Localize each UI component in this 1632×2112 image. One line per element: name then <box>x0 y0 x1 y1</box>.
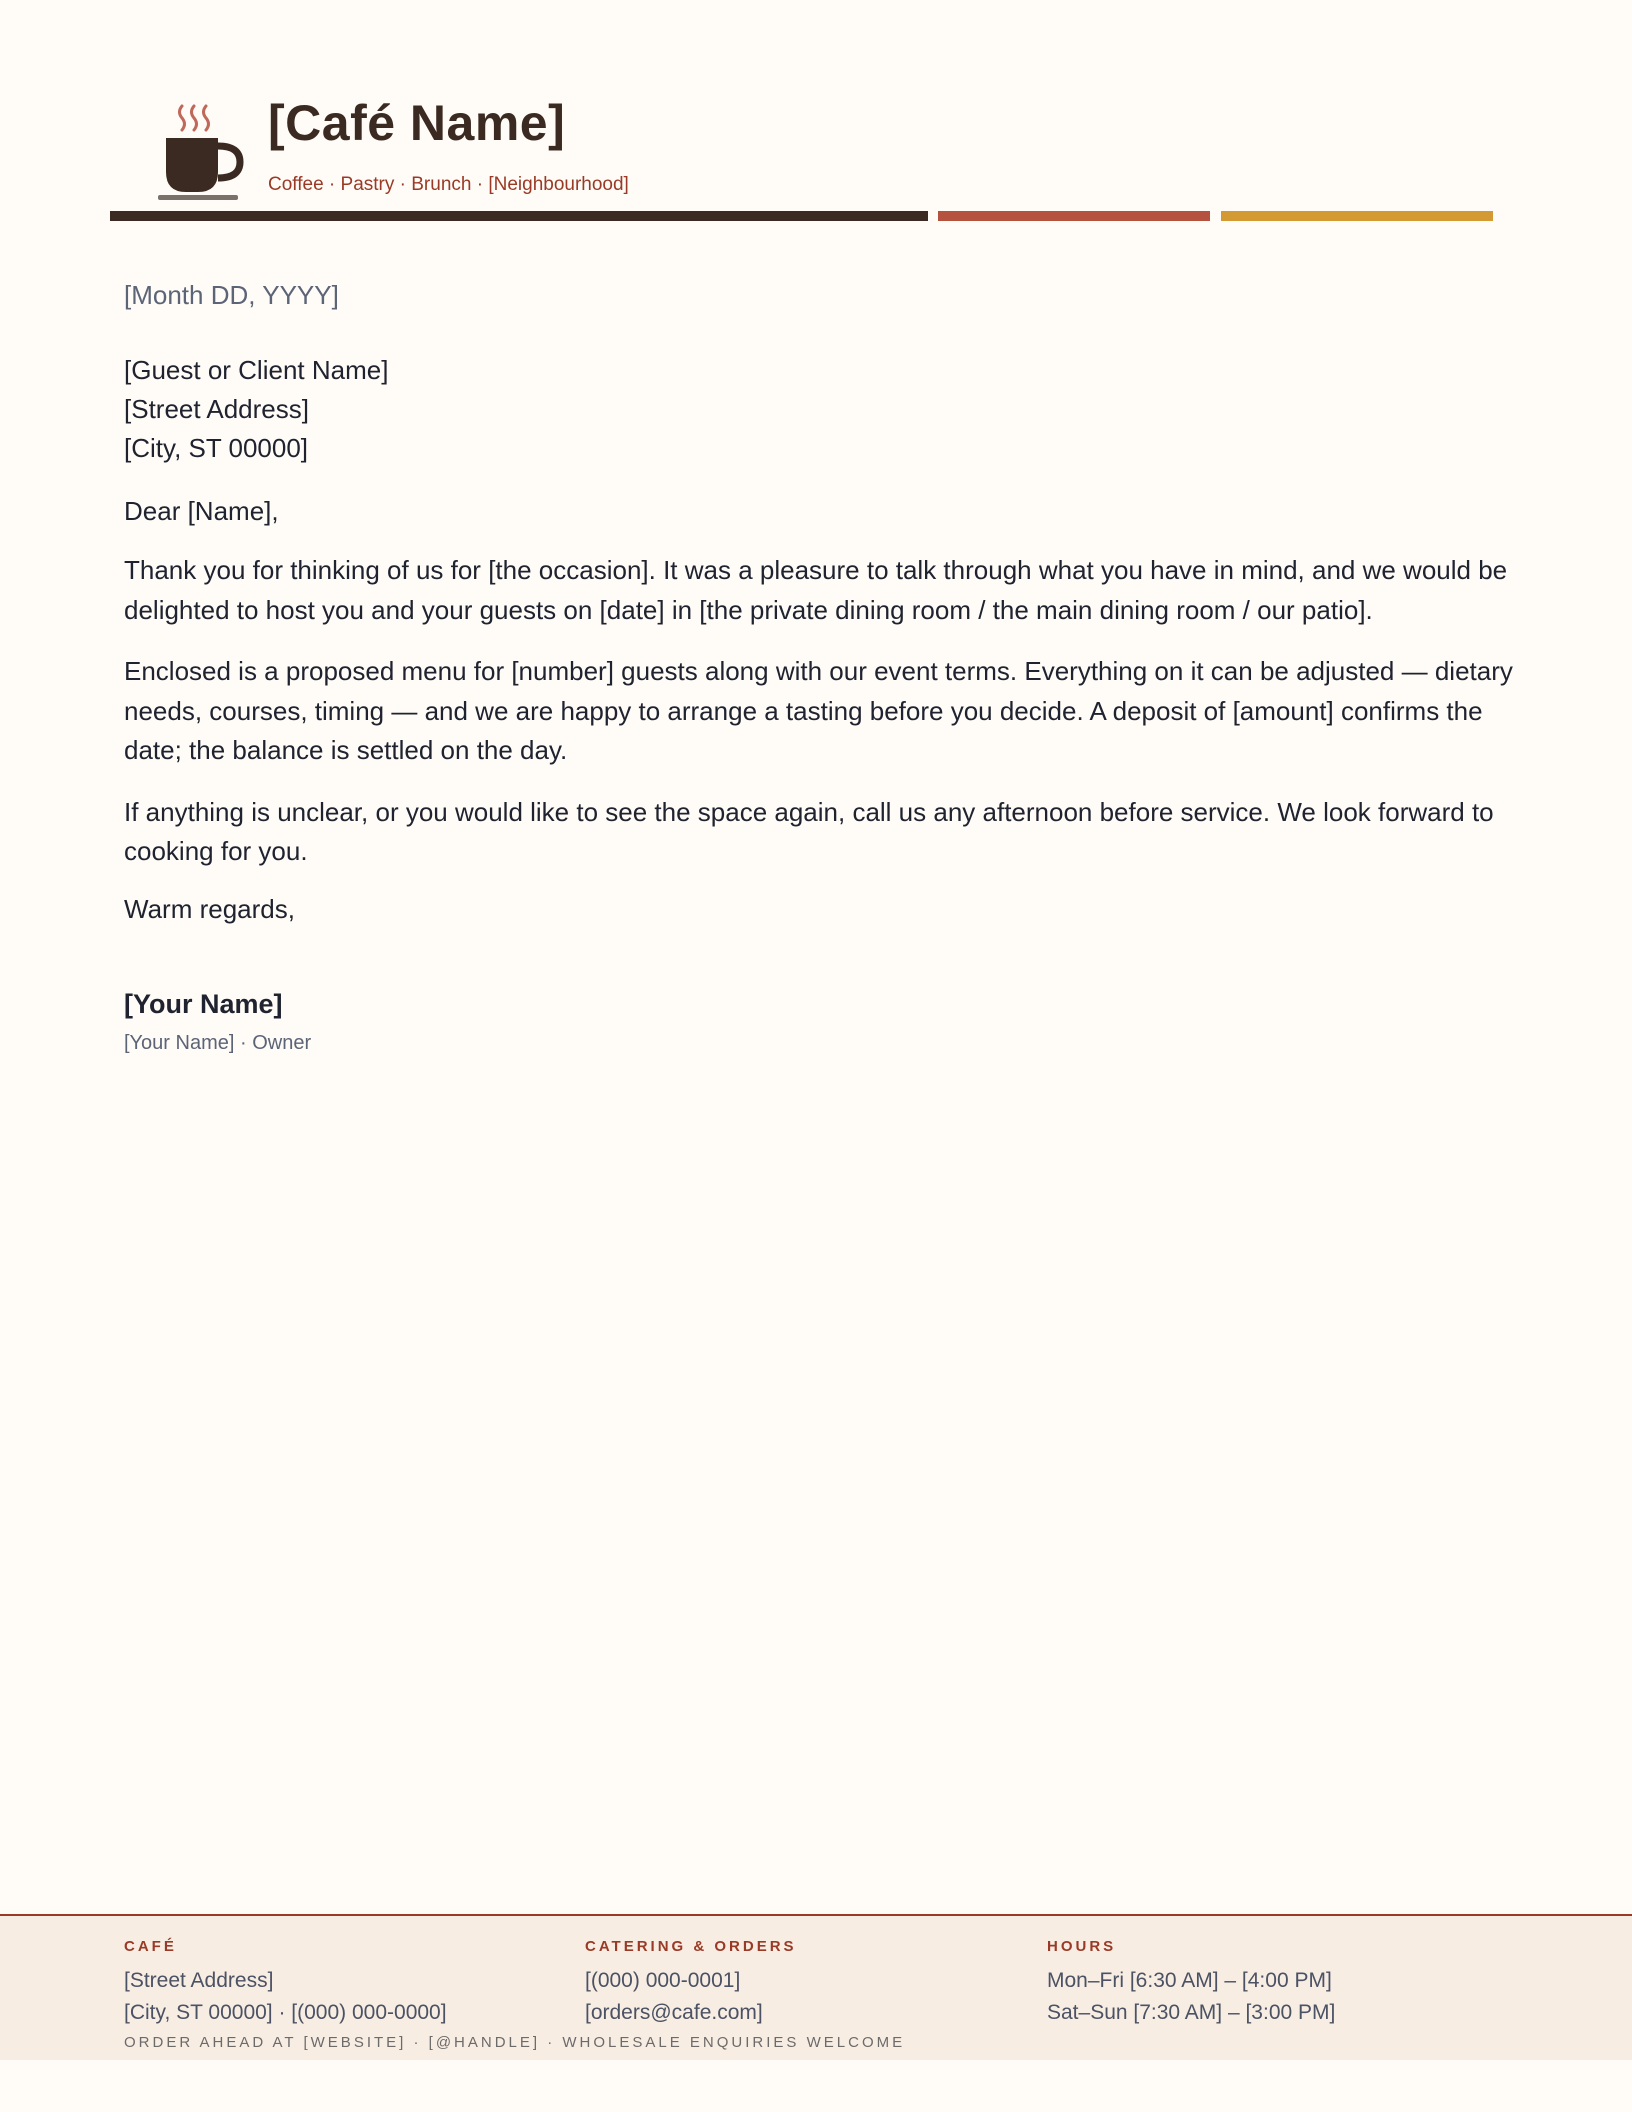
footer-cafe-street: [Street Address] <box>124 1969 274 1992</box>
footer-cafe-label: CAFÉ <box>124 1938 177 1955</box>
paragraph: Thank you for thinking of us for [the occasion]. It was a pleasure to talk through what you have in mind, and we would be delighted to host you and your guests on [date] in [the private dining room / the main dining room / our patio]. <box>124 555 1508 625</box>
footer-catering-email: [orders@cafe.com] <box>585 2001 763 2024</box>
recipient-city: [City, ST 00000] <box>124 433 309 463</box>
recipient-address <box>124 351 1514 468</box>
header-rule-red <box>938 211 1210 221</box>
header-rule-gold <box>1221 211 1493 221</box>
coffee-cup-icon <box>156 100 256 204</box>
footer-hours-label: HOURS <box>1047 1938 1117 1955</box>
footer-catering-phone: [(000) 000-0001] <box>585 1969 741 1992</box>
footer-catering-label: CATERING & ORDERS <box>585 1938 797 1955</box>
footer <box>0 1916 1632 2060</box>
signature-name: [Your Name] <box>124 988 283 1019</box>
letter-date: [Month DD, YYYY] <box>124 280 339 310</box>
signature-title: [Your Name] · Owner <box>124 1031 312 1054</box>
cafe-name: [Café Name] <box>268 95 566 151</box>
recipient-street: [Street Address] <box>124 394 309 424</box>
recipient-name: [Guest or Client Name] <box>124 355 389 385</box>
footer-cafe <box>124 1938 447 2029</box>
footer-catering <box>585 1938 797 2029</box>
footer-hours-weekday: Mon–Fri [6:30 AM] – [4:00 PM] <box>1047 1969 1332 1992</box>
letter-body <box>124 280 1514 1055</box>
paragraph: If anything is unclear, or you would like to see the space again, call us any afternoon before service. We look forward to cooking for you. <box>124 796 1494 866</box>
cafe-tagline: Coffee · Pastry · Brunch · [Neighbourhood] <box>268 174 629 195</box>
greeting: Dear [Name], <box>124 496 279 526</box>
footer-order-line: ORDER AHEAD AT [WEBSITE] · [@HANDLE] · WHOLESALE ENQUIRIES WELCOME <box>124 2034 906 2051</box>
footer-cafe-city-phone: [City, ST 00000] · [(000) 000-0000] <box>124 2001 447 2024</box>
footer-hours-weekend: Sat–Sun [7:30 AM] – [3:00 PM] <box>1047 2001 1336 2024</box>
footer-hours <box>1047 1938 1335 2029</box>
closing: Warm regards, <box>124 893 295 924</box>
header-rule-dark <box>110 211 928 221</box>
paragraph: Enclosed is a proposed menu for [number] guests along with our event terms. Everything on it can be adjusted — dietary needs, courses, timing — and we are happy to arrange a tasting before you decide. A deposit of [amount] confirms the date; the balance is settled on the day. <box>124 656 1513 765</box>
